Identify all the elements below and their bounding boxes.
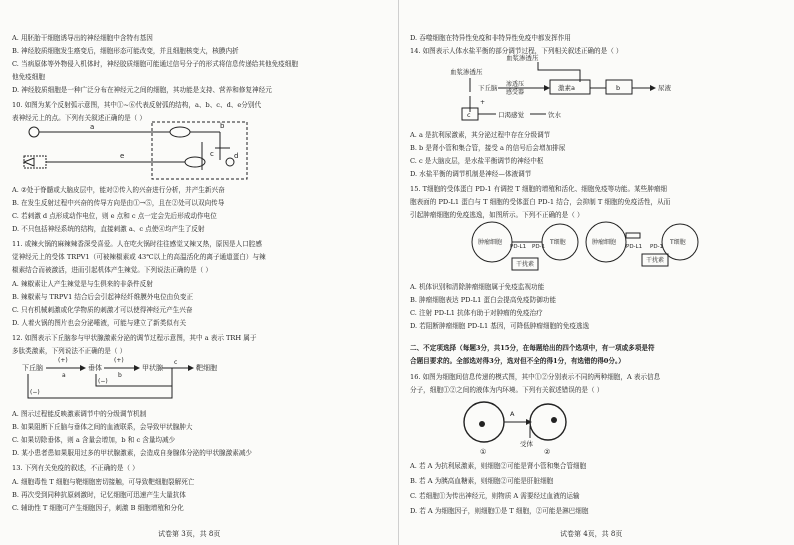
right-text-line: D. 若阻断肿瘤细胞 PD-L1 基因，可降低肿瘤细胞的免疫逃逸	[410, 322, 590, 330]
left-text-line: A. 用胚胎干细胞诱导出的神经细胞中含特有基因	[12, 34, 153, 42]
right-text-line: A. 若 A 为抗利尿激素，则细胞②可能是肾小管和集合管细胞	[410, 462, 587, 470]
page-footer-right: 试卷第 4页，共 8页	[560, 530, 623, 538]
right-text-line: B. 若 A 为胰高血糖素，则细胞②可能是肝脏细胞	[410, 477, 554, 485]
receptor-label: 受体	[520, 440, 533, 448]
left-page	[12, 0, 384, 545]
hormone-a-box-label: 激素a	[558, 84, 575, 92]
left-text-line: 13. 下列有关免疫的叙述，不正确的是（ ）	[12, 464, 139, 472]
point-d-label: d	[234, 152, 239, 160]
hormone-a-label: a	[62, 372, 66, 379]
right-text-line: C. c 是大脑皮层，是水盐平衡调节的神经中枢	[410, 157, 544, 165]
right-text-line: 引起肿瘤细胞的免疫逃逸，如图所示。下列不正确的是（ ）	[410, 211, 584, 219]
thyroid-regulation-diagram	[22, 352, 262, 406]
t-cell-label-2: T细胞	[670, 239, 686, 246]
plus-sign-label: +	[480, 99, 486, 106]
thirst-label: 口渴感觉	[498, 111, 524, 119]
plus-label-1: (+)	[58, 357, 68, 364]
hypothalamus-label: 下丘脑	[22, 364, 43, 372]
left-text-line: 多肽类激素，下列说法不正确的是（ ）	[12, 347, 127, 355]
page-fold-divider	[398, 0, 399, 545]
left-text-line: D. 人着火锅的图片也会分泌唾液，可能与建立了新类似有关	[12, 319, 187, 327]
page-footer-left: 试卷第 3页，共 8页	[158, 530, 221, 538]
reflex-arc-diagram	[20, 120, 250, 182]
t-cell-label-1: T细胞	[550, 239, 566, 246]
left-text-line: 10. 如图为某个反射弧示意图，其中①~⑥代表反射弧的结构，a、b、c、d、e分别代	[12, 101, 262, 109]
plasma-osmotic-label-top: 血浆渗透压	[506, 54, 539, 62]
right-page	[410, 0, 782, 545]
urine-label: 尿液	[658, 84, 671, 92]
left-text-line: 他免疫细胞	[12, 73, 45, 81]
right-text-line: B. b 是肾小管和集合管，接受 a 的信号后会增加排尿	[410, 144, 566, 152]
c-box-label: c	[467, 111, 471, 119]
right-text-line: D. 若 A 为细胞因子，则细胞①是 T 细胞，②可能是淋巴细胞	[410, 507, 589, 515]
osmo-label: 渗透压	[506, 81, 525, 88]
left-text-line: A. 细胞毒性 T 细胞与靶细胞密切接触，可导致靶细胞裂解死亡	[12, 478, 195, 486]
minus-label-1: (−)	[30, 389, 40, 396]
left-text-line: B. 辣椒素与 TRPV1 结合后会引起神经纤维膜外电位由负变正	[12, 293, 194, 301]
right-text-line: 分子，细胞①②之间的液体为内环境。下列有关叙述错误的是（ ）	[410, 386, 604, 394]
point-e-label: e	[120, 152, 125, 160]
left-text-line: 觉神经元上的受体 TRPV1（可被辣椒素或 43℃以上的高温活化的离子通道蛋白）与辣	[12, 253, 266, 261]
left-text-line: A. 辣椒素让人产生辣觉是与生俱来的非条件反射	[12, 280, 153, 288]
pituitary-label: 垂体	[88, 364, 102, 372]
pd-l1-label-1: PD-L1	[510, 244, 527, 250]
tumor-cell-label-2: 肿瘤细胞	[592, 239, 617, 246]
point-a-label: a	[90, 123, 95, 131]
right-text-line: 16. 如图为细胞间信息传递的模式图，其中①②分别表示不同的两种细胞，A 表示信息	[410, 373, 661, 381]
right-text-line: 胞表面的 PD-L1 蛋白与 T 细胞的受体蛋白 PD-1 结合，会抑制 T 细胞的免疫活性，从而	[410, 198, 671, 206]
drug-label-2: 干扰素	[646, 257, 665, 264]
drug-label-1: 干扰素	[516, 261, 535, 268]
left-text-line: C. 若刺激 d 点形成动作电位，则 e 点和 c 点一定会先后形成动作电位	[12, 212, 217, 220]
cell-signal-diagram	[460, 394, 590, 458]
pd-1-label-1: PD-1	[532, 244, 546, 250]
left-text-line: D. 神经胶质细胞是一种广泛分布在神经元之间的细胞，其功能是支持、营养和修复神经元	[12, 86, 272, 94]
pd-l1-label-2: PD-L1	[626, 244, 643, 250]
left-text-line: B. 神经胶质细胞发生癌变后，细胞形态可能改变，并且细胞核变大，核膜内折	[12, 47, 239, 55]
left-text-line: B. 在发生反射过程中兴奋的传导方向是由①→⑤，且在②处可以双向传导	[12, 199, 225, 207]
drink-label: 饮水	[548, 111, 561, 119]
point-b-label: b	[220, 122, 225, 130]
right-text-line: B. 肿瘤细胞表达 PD-L1 蛋白会提高免疫防御功能	[410, 296, 556, 304]
plus-label-2: (+)	[114, 357, 124, 364]
water-salt-balance-diagram	[450, 52, 690, 126]
left-text-line: D. 不只包括神经系统的结构，直接刺激 a、c 点使④均产生了反射	[12, 225, 205, 233]
thyroid-label: 甲状腺	[142, 364, 163, 372]
right-text-line: 15. T细胞的受体蛋白 PD-1 有调控 T 细胞的增殖和活化、细胞免疫等功能。某些肿瘤细	[410, 185, 668, 193]
left-text-line: A. ②处于脊髓或大脑皮层中，能对②传入的兴奋进行分析，并产生新兴奋	[12, 186, 225, 194]
b-box-label: b	[616, 84, 621, 92]
left-text-line: B. 再次受到同种抗原刺激时，记忆细胞可迅速产生大量抗体	[12, 491, 186, 499]
signal-a-label: A	[510, 410, 515, 418]
right-text-line: 14. 如图表示人体水盐平衡的部分调节过程，下列相关叙述正确的是（ ）	[410, 47, 623, 55]
right-text-line: D. 吞噬细胞在特异性免疫和非特异性免疫中都发挥作用	[410, 34, 571, 42]
left-text-line: 表神经元上的点。下列有关叙述正确的是（ ）	[12, 114, 146, 122]
right-text-line: C. 若细胞①为传出神经元，则物质 A 需要经过血液的运输	[410, 492, 580, 500]
right-text-line: A. 机体识别和清除肿瘤细胞属于免疫监视功能	[410, 283, 545, 291]
tumor-cell-label-1: 肿瘤细胞	[478, 239, 503, 246]
plasma-osmotic-label-left: 血浆渗透压	[450, 68, 483, 76]
right-text-line: A. a 是抗利尿激素，其分泌过程中存在分级调节	[410, 131, 551, 139]
hormone-c-label: c	[174, 359, 178, 366]
right-text-line: 合题目要求的。全部选对得3分，选对但不全的得1分，有选错的得0分。）	[410, 357, 625, 365]
left-text-line: D. 某小患者患如果服用过多的甲状腺激素，会造成自身腺体分泌的甲状腺激素减少	[12, 449, 253, 457]
cell-two-label: ②	[544, 448, 551, 456]
target-cell-label: 靶细胞	[196, 364, 217, 372]
minus-label-2: (−)	[98, 378, 108, 385]
right-text-line: C. 注射 PD-L1 抗体有助于对肿瘤的免疫治疗	[410, 309, 543, 317]
pd1-pdl1-diagram	[466, 218, 716, 278]
hypothalamus-label: 下丘脑	[478, 84, 498, 92]
left-text-line: A. 图示过程能反映激素调节中的分级调节机制	[12, 410, 147, 418]
left-text-line: C. 辅助性 T 细胞可产生细胞因子，刺激 B 细胞增殖和分化	[12, 504, 184, 512]
hormone-b-label: b	[118, 372, 122, 379]
right-text-line: D. 水盐平衡的调节机制是神经—体液调节	[410, 170, 532, 178]
left-text-line: C. 当病原体等外物侵入机体时，神经胶质细胞可能通过信号分子的形式将信息传递给其他免疫细胞	[12, 60, 298, 68]
left-text-line: C. 如果切除垂体，则 a 含量会增加，b 和 c 含量均减少	[12, 436, 176, 444]
right-text-line: 二、不定项选择（每题3分，共15分，在每题给出的四个选项中，有一项或多项是符	[410, 344, 655, 352]
left-text-line: 11. 或辣火锅的麻辣辣香深受喜爱。人在吃火锅时往往感觉又辣又热，原因是人口腔感	[12, 240, 262, 248]
left-text-line: 椒素结合而被激活，进而引起机体产生辣觉。下列说法正确的是（ ）	[12, 266, 212, 274]
point-c-label: c	[210, 150, 214, 158]
pd-1-label-2: PD-1	[650, 244, 664, 250]
cell-one-label: ①	[480, 448, 487, 456]
receptor-label: 感受器	[506, 89, 525, 96]
left-text-line: C. 只有机械刺激或化学物质的刺激才可以使得神经元产生兴奋	[12, 306, 193, 314]
left-text-line: 12. 如图表示下丘脑参与甲状腺激素分泌的调节过程示意图，其中 a 表示 TRH 属于	[12, 334, 257, 342]
left-text-line: B. 如果阻断下丘脑与垂体之间的血液联系，会导致甲状腺肿大	[12, 423, 193, 431]
